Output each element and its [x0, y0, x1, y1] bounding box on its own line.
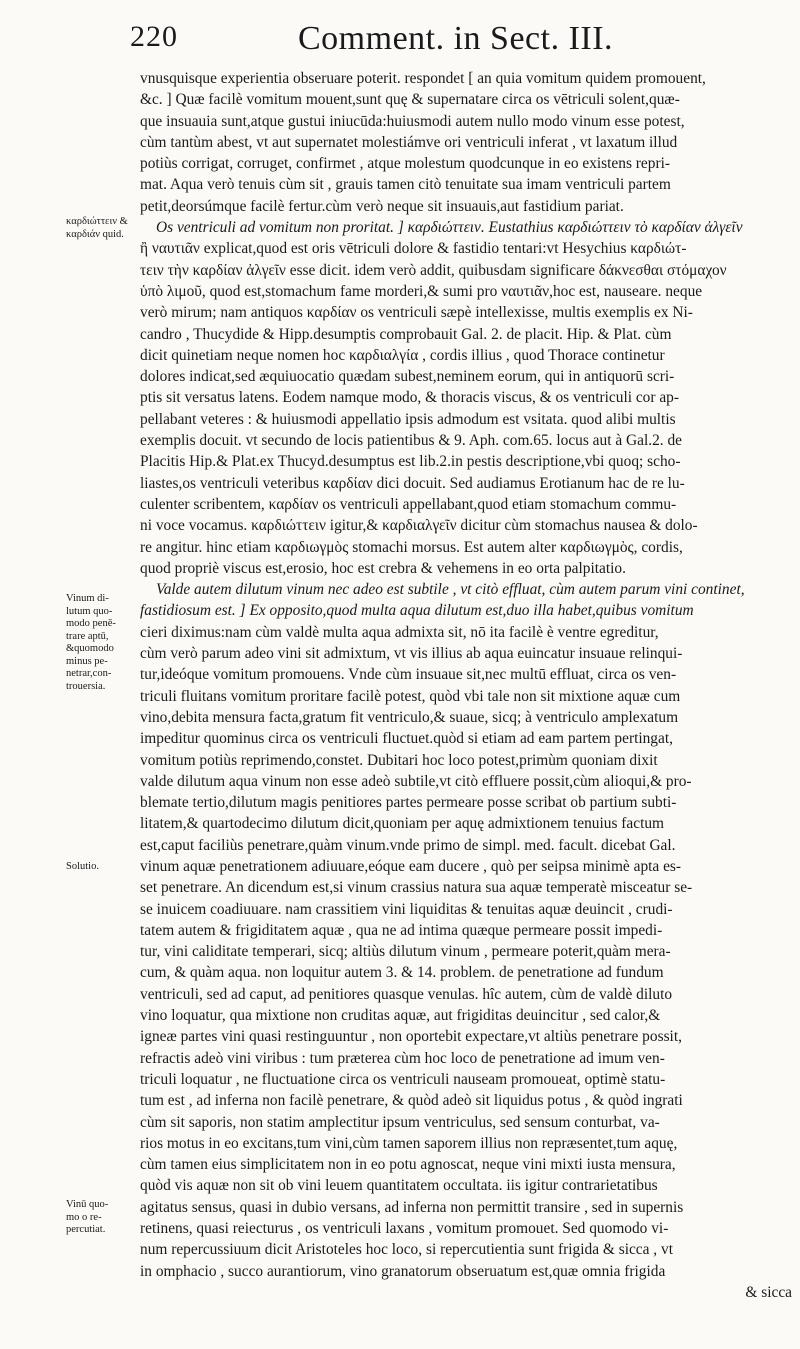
text-line: litatem,& quartodecimo dilutum dicit,quoniam per aquę admixtionem tenuius factum: [140, 815, 665, 833]
text-line: ὑπὸ λιμοῦ, quod est,stomachum fame morderi,& sumi pro ναυτιᾶν,hoc est, nauseare. neque: [140, 282, 703, 300]
text-line: retinens, quasi reiecturus , os ventriculi laxans , vomitum promouet. Sed quomodo vi-: [140, 1220, 669, 1238]
text-line: petit,deorsúmque facilè fertur.cùm verò neque sit insuauis,aut fastidium pariat.: [140, 197, 624, 215]
text-line: vnusquisque experientia obseruare poterit. respondet [ an quia vomitum quidem promouent,: [140, 70, 706, 87]
text-line: ptis sit versatus latens. Eodem namque modo, & thoracis viscus, & os ventriculi cor ap-: [140, 389, 679, 407]
text-line: verò mirum; nam antiquos καρδίαν os ventriculi sæpè intellexisse, multis exemplis ex Ni-: [140, 304, 693, 322]
text-line: tur, vini caliditate temperari, sicq; altiùs dilutum vinum , permeare poterit,quàm mera-: [140, 943, 671, 961]
margin-note-line: lutum quo-: [66, 605, 113, 617]
text-line: que insuauia sunt,atque gustui iniucūda:huiusmodi autem nullo modo vinum esse potest,: [140, 112, 685, 130]
text-line: quòd vis aquæ non sit ob vini leuem quantitatem occultata. iis igitur contrarietatibus: [140, 1177, 658, 1195]
margin-note-line: καρδιώττειν &: [66, 216, 128, 227]
text-line: cum, & quàm aqua. non loquitur autem 3. & 14. problem. de penetratione ad fundum: [140, 964, 664, 982]
text-line: triculi loquatur , ne fluctuatione circa os ventriculi nauseam promoueat, optimè statu-: [140, 1070, 666, 1088]
text-line: liastes,os ventriculi veteribus καρδίαν dici docuit. Sed audiamus Erotianum hac de re lu-: [140, 474, 685, 492]
text-line: pellabant veteres : & huiusmodi appellatio ipsis admodum est vsitata. quod alibi multis: [140, 410, 676, 428]
text-line: agitatus sensus, quasi in dubio versans, ad inferna non permittit transire , sed in supernis: [140, 1198, 684, 1216]
text-line: triculi fluitans vomitum proritare facilè potest, quòd vbi tale non sit mixtione aquæ cum: [140, 687, 681, 705]
text-line: ni voce vocamus. καρδιώττειν igitur,& καρδιαλγεῖν dicitur cùm stomachus nausea & dolo-: [140, 517, 698, 535]
text-line: Os ventriculi ad vomitum non proritat. ] καρδιώττειν. Eustathius καρδιώττειν τὸ καρδίαν ἀλγεῖν: [156, 219, 743, 237]
text-line: dicit quinetiam neque nomen hoc καρδιαλγία , cordis illius , quod Thorace continetur: [140, 346, 665, 364]
text-line: culenter scribentem, καρδίαν os ventriculi appellabant,quod etiam stomachum commu-: [140, 495, 677, 513]
text-line: vino loquatur, qua mixtione non cruditas aquæ, aut frigiditas deuincitur , sed calor,&: [140, 1007, 661, 1025]
margin-note: [0, 1199, 134, 1237]
margin-note-line: trouersia.: [66, 680, 106, 692]
text-line: ἢ ναυτιᾶν explicat,quod est oris vētriculi dolore & fastidio tentari:vt Hesychius καρδιώτ-: [140, 240, 687, 258]
text-line: set penetrare. An dicendum est,si vinum crassius natura sua aquæ temperatè misceatur se-: [140, 879, 693, 897]
margin-note-line: Solutio.: [66, 861, 99, 872]
text-line: vinum aquæ penetrationem adiuuare,eóque eam ducere , quò per seipsa minimè apta es-: [140, 857, 682, 875]
text-line: tum est , ad inferna non facilè penetrare, & quòd adeò sit liquidus potus , & quòd ingrati: [140, 1092, 683, 1110]
margin-note: [0, 861, 134, 874]
text-line: cieri diximus:nam cùm valdè multa aqua admixta sit, nō ita facilè è ventre egreditur,: [140, 623, 659, 641]
text-line: fastidiosum est. ] Ex opposito,quod multa aqua dilutum est,duo illa habet,quibus vomitum: [140, 602, 694, 620]
page-header: [130, 14, 790, 62]
text-line: dolores indicat,sed æquiuocatio quædam subest,neminem eorum, qui in antiquorū scri-: [140, 368, 675, 386]
text-line: &c. ] Quæ facilè vomitum mouent,sunt quę & supernatare circa os vētriculi solent,quæ-: [140, 91, 680, 109]
text-line: in omphacio , succo aurantiorum, vino granatorum obseruatum est,quæ omnia frigida: [140, 1262, 666, 1280]
text-line: tur,ideóque vomitum promouens. Vnde cùm insuaue sit,nec multū effluat, circa os ven-: [140, 666, 677, 684]
margin-note-line: trare aptū,: [66, 630, 109, 642]
text-line: re angitur. hinc etiam καρδιωγμὸς stomachi morsus. Est autem alter καρδιωγμὸς, cordis,: [140, 538, 683, 556]
margin-note-line: netrar,con-: [66, 668, 112, 679]
margin-note: [0, 216, 134, 241]
text-line: rios motus in eo excitans,tum vini,cùm tamen saporem illius non repræsentet,tum aquę,: [140, 1134, 678, 1152]
margin-note-line: percutiat.: [66, 1224, 106, 1235]
text-line: Placitis Hip.& Plat.ex Thucyd.desumptus est lib.2.in pestis descriptione,vbi quoq; scho-: [140, 453, 681, 471]
text-line: igneæ partes vini quasi restinguuntur , non oportebit expectare,vt altiùs penetrare possit,: [140, 1028, 682, 1046]
text-line: quod propriè viscus est,erosio, hoc est crebra & vehemens in eo orta palpitatio.: [140, 559, 626, 577]
text-line: impeditur quominus circa os ventriculi fluctuet.quòd si etiam ad eam partem pertingat,: [140, 730, 673, 748]
text-line: cùm verò parum adeo vini sit admixtum, vt vis illius ab aqua euincatur insuaue relinqui-: [140, 645, 683, 663]
body-text: [140, 68, 792, 1303]
text-line: se inuicem coadiuuare. nam crassitiem vini liquiditas & tenuitas aquæ deuincit , crudi-: [140, 900, 673, 918]
text-line: ventriculi, sed ad caput, ad penitiores quasque venulas. hîc autem, cùm de valdè diluto: [140, 985, 673, 1003]
margin-note: [0, 593, 134, 693]
text-line: cùm sit saporis, non statim amplectitur ipsum ventriculus, sed sensum conturbat, va-: [140, 1113, 660, 1131]
margin-note-line: καρδιάν quid.: [66, 228, 124, 240]
text-line: vino,debita mensura facta,gratum fit ventriculo,& suaue, sicq; à ventriculo amplexatum: [140, 708, 679, 726]
margin-note-line: mo o re-: [66, 1211, 102, 1223]
text-line: valde dilutum aqua vinum non esse adeò subtile,vt citò effluere possit,cùm alioqui,& pro-: [140, 772, 692, 790]
text-line: Valde autem dilutum vinum nec adeo est subtile , vt citò effluat, cùm autem parum vini continet,: [156, 581, 745, 599]
margin-note-line: Vinū quo-: [66, 1199, 109, 1210]
text-line: refractis adeò vini viribus : tum præterea cùm hoc loco de penetratione ad imum ven-: [140, 1049, 665, 1067]
text-line: vomitum potiùs reprimendo,constet. Dubitari hoc loco potest,primùm quoniam dixit: [140, 751, 658, 769]
text-line: cùm tamen eius simplicitatem non in eo potu agnoscat, neque vini mixti iusta mensura,: [140, 1156, 676, 1174]
margin-note-line: minus pe-: [66, 655, 108, 667]
text-line: est,caput faciliùs penetrare,quàm vinum.vnde primo de simpl. med. facult. dicebat Gal.: [140, 836, 676, 854]
page-number: 220: [130, 20, 178, 53]
text-line: exemplis docuit. vt secundo de locis patientibus & 9. Aph. com.65. locus aut à Gal.2. de: [140, 432, 682, 450]
margin-note-line: modo penē-: [66, 618, 116, 629]
text-line: num repercussiuum dicit Aristoteles hoc loco, si repercutientia sunt frigida & sicca , vt: [140, 1241, 673, 1259]
margin-note-line: &quomodo: [66, 643, 114, 654]
running-head: Comment. in Sect. III.: [298, 20, 614, 57]
text-line: cùm tantùm abest, vt aut supernatet molestiámve ori ventriculi inferat , vt laxatum illud: [140, 133, 678, 151]
text-line: potiùs corrigat, corruget, confirmet , atque molestum quodcunque in eo existens repri-: [140, 155, 670, 173]
text-line: & sicca: [745, 1283, 792, 1301]
text-line: τειν τὴν καρδίαν ἀλγεῖν esse dicit. idem verò addit, quibusdam significare δάκνεσθαι στόμαχον: [140, 261, 727, 279]
margin-note-line: Vinum di-: [66, 593, 109, 604]
text-line: candro , Thucydide & Hipp.desumptis comprobauit Gal. 2. de placit. Hip. & Plat. cùm: [140, 325, 672, 343]
text-line: blemate tertio,dilutum magis penitiores partes permeare posse scribat ob partium subti-: [140, 794, 677, 812]
text-line: mat. Aqua verò tenuis cùm sit , grauis tamen citò tenuitate sua imam ventriculi partem: [140, 176, 671, 194]
text-line: tatem autem & frigiditatem aquæ , qua ne ad intima quæque permeare possit impedi-: [140, 921, 663, 939]
